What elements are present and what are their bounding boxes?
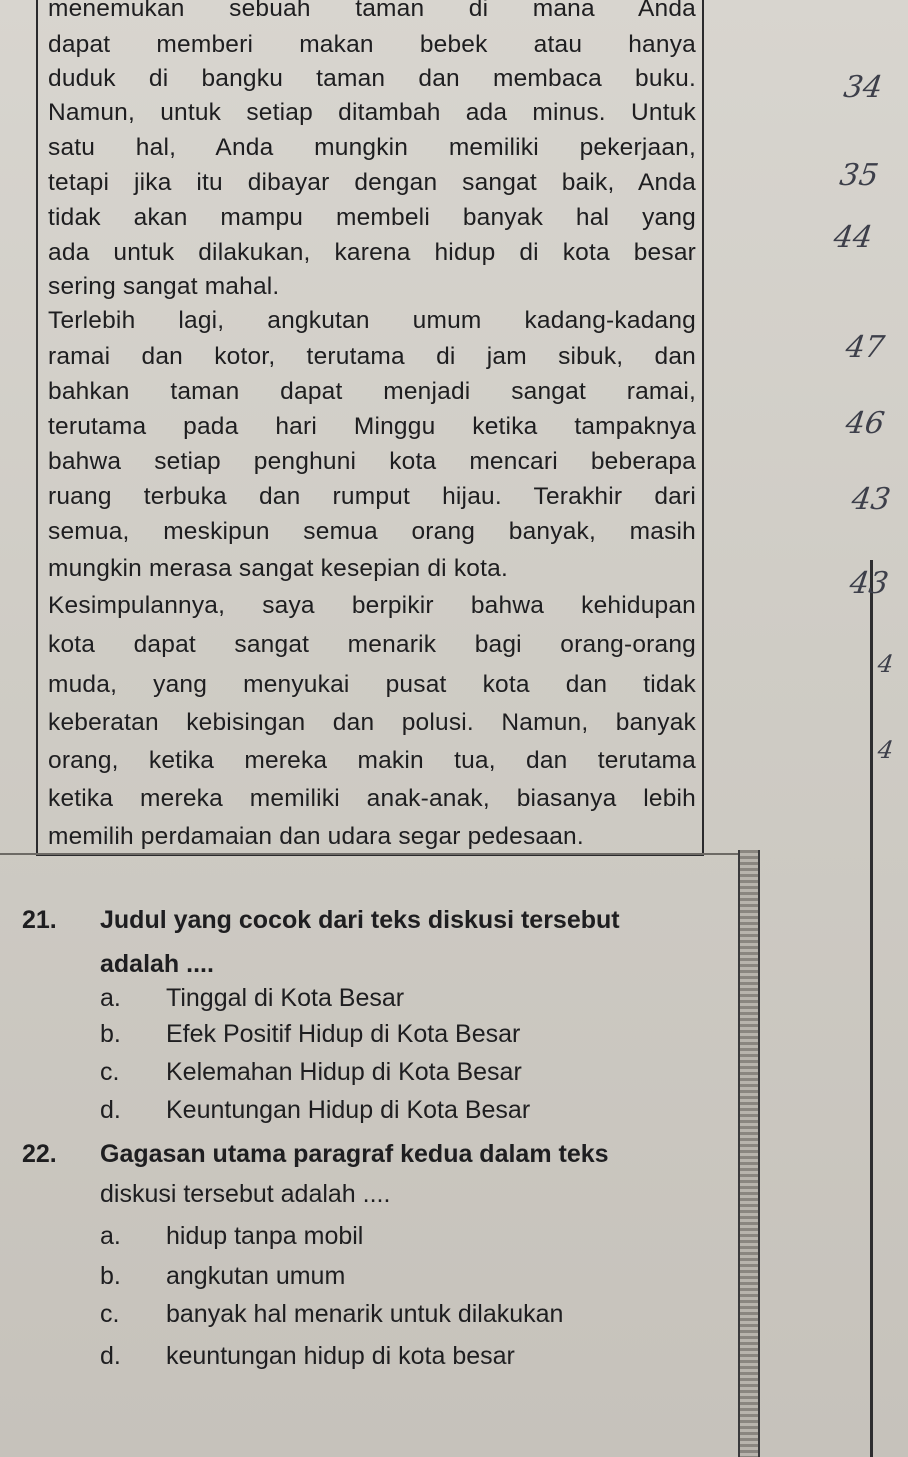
handwritten-note: 43 bbox=[849, 482, 893, 517]
passage-line: muda, yang menyukai pusat kota dan tidak bbox=[48, 671, 696, 698]
question-number: 21. bbox=[22, 906, 57, 934]
passage-line: semua, meskipun semua orang banyak, masih bbox=[48, 518, 696, 545]
passage-line: bahwa setiap penghuni kota mencari beberapa bbox=[48, 448, 696, 475]
answer-option bbox=[0, 1218, 740, 1254]
answer-option bbox=[0, 980, 740, 1016]
handwritten-note: 44 bbox=[831, 220, 875, 255]
option-letter: b. bbox=[100, 1020, 121, 1048]
passage-line: dapat memberi makan bebek atau hanya bbox=[48, 31, 696, 58]
answer-option bbox=[0, 1338, 740, 1374]
handwritten-note: 4 bbox=[876, 650, 896, 678]
passage-line: Namun, untuk setiap ditambah ada minus. Untuk bbox=[48, 99, 696, 126]
option-letter: c. bbox=[100, 1300, 120, 1328]
handwritten-note: 35 bbox=[837, 158, 881, 193]
passage-line: Kesimpulannya, saya berpikir bahwa kehidupan bbox=[48, 592, 696, 619]
handwritten-note: 4 bbox=[876, 736, 896, 764]
passage-line: duduk di bangku taman dan membaca buku. bbox=[48, 65, 696, 92]
answer-option bbox=[0, 1054, 740, 1090]
passage-line: orang, ketika mereka makin tua, dan terutama bbox=[48, 747, 696, 774]
passage-line: tidak akan mampu membeli banyak hal yang bbox=[48, 204, 696, 231]
passage-line: kota dapat sangat menarik bagi orang-orang bbox=[48, 631, 696, 658]
question-number: 22. bbox=[22, 1140, 57, 1168]
option-letter: d. bbox=[100, 1342, 121, 1370]
passage-line: keberatan kebisingan dan polusi. Namun, banyak bbox=[48, 709, 696, 736]
handwritten-note: 46 bbox=[843, 406, 887, 441]
option-text: Efek Positif Hidup di Kota Besar bbox=[166, 1020, 521, 1048]
answer-option bbox=[0, 1296, 740, 1332]
passage-line: ramai dan kotor, terutama di jam sibuk, dan bbox=[48, 343, 696, 370]
question-text: diskusi tersebut adalah .... bbox=[100, 1180, 391, 1208]
question-text: adalah .... bbox=[100, 950, 214, 978]
answer-option bbox=[0, 1258, 740, 1294]
option-text: Tinggal di Kota Besar bbox=[166, 984, 405, 1012]
answer-option bbox=[0, 1016, 740, 1052]
handwritten-note: 34 bbox=[841, 70, 885, 105]
passage-line: sering sangat mahal. bbox=[48, 273, 280, 300]
page-edge-line bbox=[870, 560, 873, 1457]
handwritten-note: 47 bbox=[843, 330, 887, 365]
option-text: keuntungan hidup di kota besar bbox=[166, 1342, 515, 1370]
option-text: Kelemahan Hidup di Kota Besar bbox=[166, 1058, 522, 1086]
passage-line: ada untuk dilakukan, karena hidup di kota besar bbox=[48, 239, 696, 266]
option-text: hidup tanpa mobil bbox=[166, 1222, 364, 1250]
passage-line: ketika mereka memiliki anak-anak, biasanya lebih bbox=[48, 785, 696, 812]
answer-option bbox=[0, 1092, 740, 1128]
option-letter: a. bbox=[100, 984, 121, 1012]
option-letter: c. bbox=[100, 1058, 120, 1086]
passage-line: mungkin merasa sangat kesepian di kota. bbox=[48, 555, 508, 582]
passage-line: satu hal, Anda mungkin memiliki pekerjaan, bbox=[48, 134, 696, 161]
option-letter: a. bbox=[100, 1222, 121, 1250]
section-divider bbox=[0, 853, 760, 855]
option-text: Keuntungan Hidup di Kota Besar bbox=[166, 1096, 531, 1124]
option-letter: b. bbox=[100, 1262, 121, 1290]
passage-line: terutama pada hari Minggu ketika tampaknya bbox=[48, 413, 696, 440]
question-text: Gagasan utama paragraf kedua dalam teks bbox=[100, 1140, 609, 1168]
passage-line: ruang terbuka dan rumput hijau. Terakhir dari bbox=[48, 483, 696, 510]
passage-line: bahkan taman dapat menjadi sangat ramai, bbox=[48, 378, 696, 405]
passage-line: tetapi jika itu dibayar dengan sangat baik, Anda bbox=[48, 169, 696, 196]
handwritten-note: 43 bbox=[847, 566, 891, 601]
option-letter: d. bbox=[100, 1096, 121, 1124]
passage-line: menemukan sebuah taman di mana Anda bbox=[48, 0, 696, 22]
decorative-margin-border bbox=[738, 850, 760, 1457]
passage-line: memilih perdamaian dan udara segar pedesaan. bbox=[48, 823, 584, 850]
option-text: banyak hal menarik untuk dilakukan bbox=[166, 1300, 564, 1328]
passage-line: Terlebih lagi, angkutan umum kadang-kadang bbox=[48, 307, 696, 334]
question-text: Judul yang cocok dari teks diskusi tersebut bbox=[100, 906, 620, 934]
option-text: angkutan umum bbox=[166, 1262, 346, 1290]
